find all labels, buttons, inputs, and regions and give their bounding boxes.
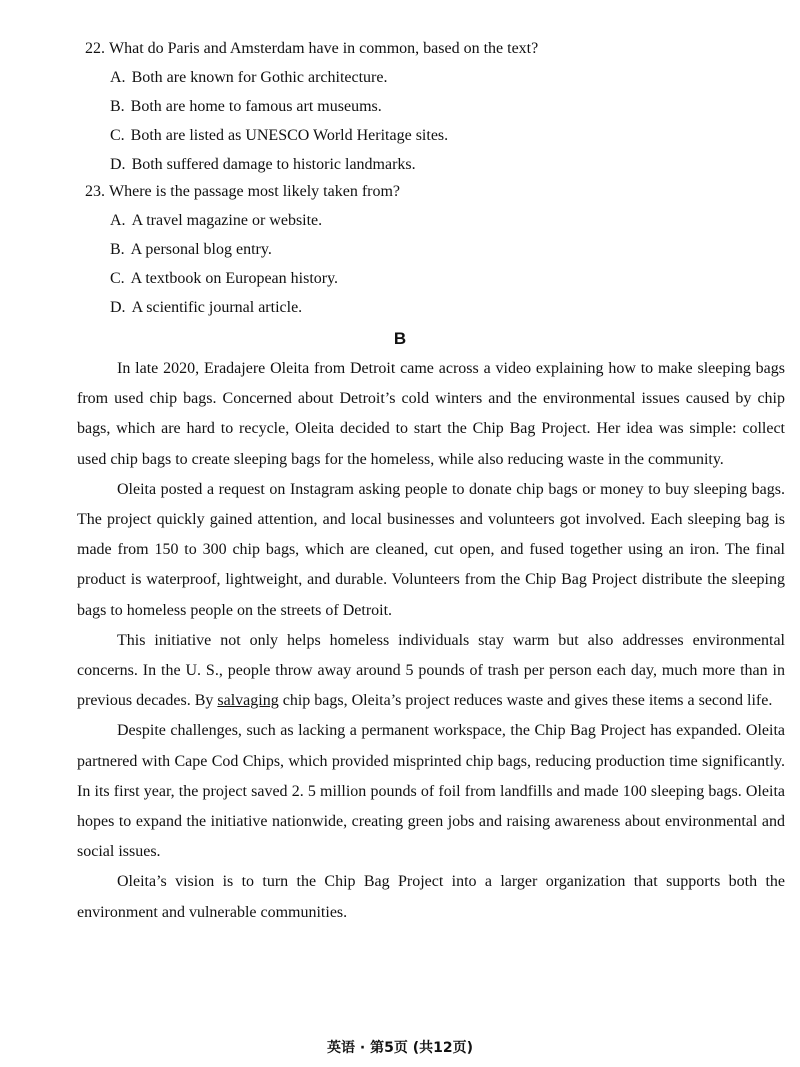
option-text: A travel magazine or website. <box>131 212 323 229</box>
question-number: 22. <box>85 40 105 57</box>
question-22 <box>85 39 775 184</box>
option-b <box>110 97 775 117</box>
option-text: A scientific journal article. <box>131 299 303 316</box>
option-text: A textbook on European history. <box>130 270 339 287</box>
page-footer: 英语 · 第5页 (共12页) <box>327 1040 473 1056</box>
option-a <box>110 211 775 231</box>
question-text: What do Paris and Amsterdam have in common, based on the text? <box>109 40 539 57</box>
option-text: Both are known for Gothic architecture. <box>131 69 388 86</box>
paragraph-text-after: chip bags, Oleita’s project reduces waste and gives these items a second life. <box>278 692 773 710</box>
option-letter: C. <box>110 127 125 144</box>
options-list <box>110 68 775 175</box>
question-23 <box>85 182 775 327</box>
option-text: Both suffered damage to historic landmarks. <box>131 156 416 173</box>
option-letter: B. <box>110 98 125 115</box>
passage-paragraph-1: In late 2020, Eradajere Oleita from Detroit came across a video explaining how to make sleeping bags from used chip bags. Concerned about Detroit’s cold winters and the environmental issues caused by chip bags, which are hard to recycle, Oleita decided to start the Chip Bag Project. Her idea was simple: collect used chip bags to create sleeping bags for the homeless, while also reducing waste in the community. <box>77 360 785 468</box>
passage-paragraph-5: Oleita’s vision is to turn the Chip Bag Project into a larger organization that supports both the environment and vulnerable communities. <box>77 873 785 921</box>
option-letter: D. <box>110 156 126 173</box>
question-stem <box>85 182 775 202</box>
section-label: B <box>393 329 407 348</box>
option-d <box>110 155 775 175</box>
option-d <box>110 298 775 318</box>
question-stem <box>85 39 775 59</box>
passage-paragraph-2: Oleita posted a request on Instagram asking people to donate chip bags or money to buy sleeping bags. The project quickly gained attention, and local businesses and volunteers got involved. Each sleeping bag is made from 150 to 300 chip bags, which are cleaned, cut open, and fused together using an iron. The final product is waterproof, lightweight, and durable. Volunteers from the Chip Bag Project distribute the sleeping bags to homeless people on the streets of Detroit. <box>77 480 785 619</box>
passage-paragraph-4: Despite challenges, such as lacking a permanent workspace, the Chip Bag Project has expanded. Oleita partnered with Cape Cod Chips, which provided misprinted chip bags, reducing production time significantly. In its first year, the project saved 2. 5 million pounds of foil from landfills and made 100 sleeping bags. Oleita hopes to expand the initiative nationwide, creating green jobs and raising awareness about environmental and social issues. <box>77 722 785 861</box>
option-text: A personal blog entry. <box>130 241 272 258</box>
passage-paragraph-3 <box>77 626 785 717</box>
option-letter: C. <box>110 270 125 287</box>
option-a <box>110 68 775 88</box>
options-list <box>110 211 775 318</box>
underlined-word: salvaging <box>217 692 279 710</box>
paragraph-text-before: This initiative not only helps homeless individuals stay warm but also addresses environmental concerns. In the U. S., people throw away around 5 pounds of trash per person each day, much more than in previous decades. By <box>77 631 785 710</box>
option-letter: A. <box>110 212 126 229</box>
reading-passage <box>77 354 785 928</box>
option-letter: B. <box>110 241 125 258</box>
question-text: Where is the passage most likely taken from? <box>109 183 401 200</box>
option-c <box>110 126 775 146</box>
option-letter: D. <box>110 299 126 316</box>
option-letter: A. <box>110 69 126 86</box>
question-number: 23. <box>85 183 105 200</box>
option-text: Both are home to famous art museums. <box>130 98 382 115</box>
option-text: Both are listed as UNESCO World Heritage sites. <box>130 127 449 144</box>
option-b <box>110 240 775 260</box>
option-c <box>110 269 775 289</box>
